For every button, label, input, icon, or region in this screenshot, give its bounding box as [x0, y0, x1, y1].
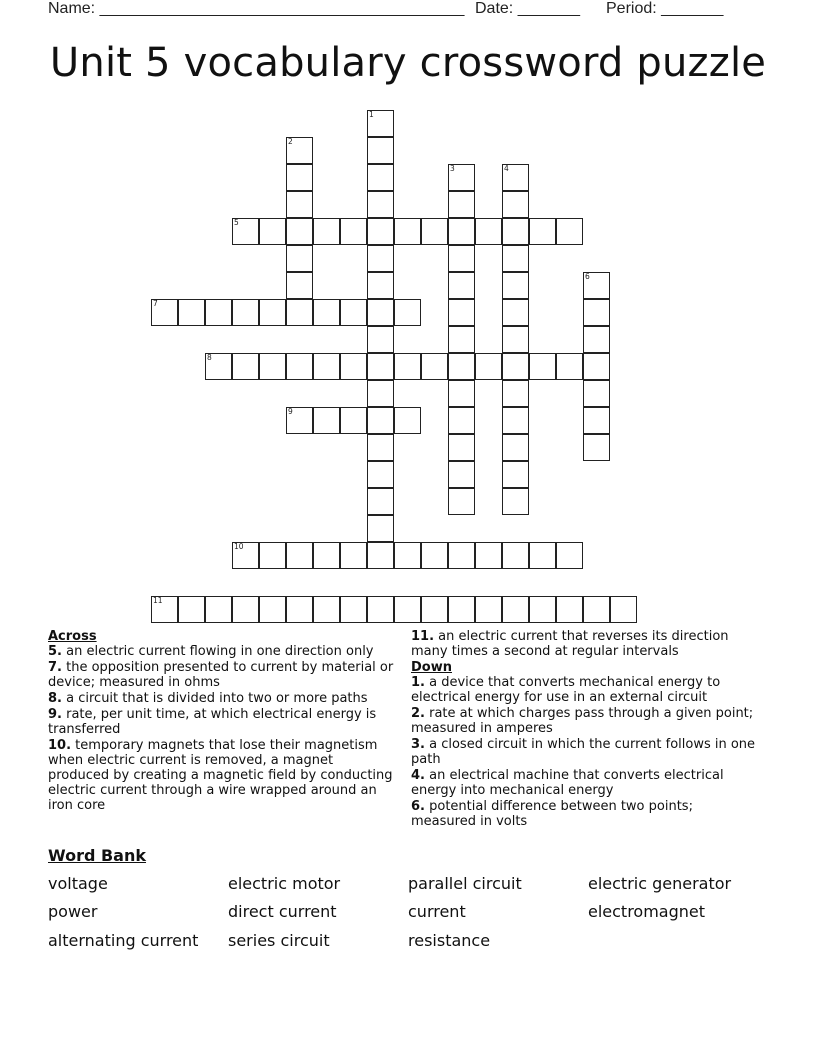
crossword-cell[interactable]: [502, 461, 529, 488]
word-bank-item: current: [408, 902, 466, 921]
crossword-cell[interactable]: [502, 218, 529, 245]
crossword-cell[interactable]: [367, 272, 394, 299]
crossword-cell[interactable]: [475, 596, 502, 623]
word-bank-item: series circuit: [228, 931, 330, 950]
crossword-cell[interactable]: [448, 218, 475, 245]
crossword-cell[interactable]: [448, 245, 475, 272]
crossword-cell[interactable]: [502, 353, 529, 380]
clue-number: 10: [234, 542, 244, 551]
crossword-cell[interactable]: [502, 434, 529, 461]
crossword-cell[interactable]: [340, 353, 367, 380]
crossword-cell[interactable]: [367, 218, 394, 245]
crossword-cell[interactable]: [394, 218, 421, 245]
clue-across-7: 7. the opposition presented to current by material or device; measured in ohms: [48, 660, 394, 690]
crossword-cell[interactable]: [448, 353, 475, 380]
date-field[interactable]: Date: _______: [475, 0, 580, 17]
crossword-cell[interactable]: [448, 596, 475, 623]
clue-number: 2: [288, 137, 293, 146]
crossword-cell[interactable]: [367, 380, 394, 407]
clue-across-8: 8. a circuit that is divided into two or more paths: [48, 691, 368, 706]
crossword-cell[interactable]: [367, 164, 394, 191]
crossword-cell[interactable]: [502, 164, 529, 191]
crossword-cell[interactable]: [448, 461, 475, 488]
clue-number: 3: [450, 164, 455, 173]
crossword-cell[interactable]: [610, 596, 637, 623]
crossword-cell[interactable]: [475, 542, 502, 569]
crossword-cell[interactable]: [556, 218, 583, 245]
crossword-cell[interactable]: [286, 596, 313, 623]
crossword-cell[interactable]: [502, 596, 529, 623]
crossword-cell[interactable]: [502, 245, 529, 272]
clue-number: 6: [585, 272, 590, 281]
crossword-cell[interactable]: [178, 299, 205, 326]
crossword-cell[interactable]: [286, 218, 313, 245]
crossword-cell[interactable]: [340, 596, 367, 623]
crossword-cell[interactable]: [259, 542, 286, 569]
crossword-cell[interactable]: [205, 353, 232, 380]
crossword-cell[interactable]: [448, 407, 475, 434]
crossword-cell[interactable]: [394, 542, 421, 569]
crossword-cell[interactable]: [178, 596, 205, 623]
crossword-cell[interactable]: [313, 353, 340, 380]
crossword-cell[interactable]: [367, 407, 394, 434]
clue-down-3: 3. a closed circuit in which the current follows in one path: [411, 737, 756, 767]
crossword-cell[interactable]: [151, 596, 178, 623]
crossword-cell[interactable]: [394, 407, 421, 434]
crossword-cell[interactable]: [394, 353, 421, 380]
crossword-cell[interactable]: [556, 542, 583, 569]
crossword-cell[interactable]: [286, 542, 313, 569]
clue-number: 5: [234, 218, 239, 227]
crossword-cell[interactable]: [583, 272, 610, 299]
crossword-cell[interactable]: [583, 380, 610, 407]
crossword-cell[interactable]: [367, 137, 394, 164]
clue-down-2: 2. rate at which charges pass through a given point; measured in amperes: [411, 706, 754, 736]
crossword-cell[interactable]: [448, 380, 475, 407]
crossword-cell[interactable]: [448, 272, 475, 299]
crossword-cell[interactable]: [367, 596, 394, 623]
crossword-cell[interactable]: [340, 218, 367, 245]
crossword-cell[interactable]: [340, 542, 367, 569]
across-heading: Across: [48, 629, 97, 644]
clue-number: 11: [153, 596, 163, 605]
crossword-cell[interactable]: [394, 596, 421, 623]
crossword-cell[interactable]: [313, 407, 340, 434]
crossword-cell[interactable]: [232, 218, 259, 245]
crossword-cell[interactable]: [502, 407, 529, 434]
crossword-cell[interactable]: [583, 596, 610, 623]
clue-number: 8: [207, 353, 212, 362]
crossword-cell[interactable]: [367, 542, 394, 569]
crossword-cell[interactable]: [502, 488, 529, 515]
crossword-cell[interactable]: [286, 299, 313, 326]
crossword-cell[interactable]: [475, 218, 502, 245]
crossword-cell[interactable]: [502, 380, 529, 407]
clue-down-1: 1. a device that converts mechanical energy to electrical energy for use in an external circuit: [411, 675, 721, 705]
crossword-cell[interactable]: [151, 299, 178, 326]
crossword-cell[interactable]: [340, 407, 367, 434]
crossword-cell[interactable]: [583, 326, 610, 353]
crossword-cell[interactable]: [259, 596, 286, 623]
crossword-cell[interactable]: [340, 299, 367, 326]
word-bank-item: electromagnet: [588, 902, 706, 921]
clue-number: 7: [153, 299, 158, 308]
crossword-cell[interactable]: [259, 218, 286, 245]
crossword-cell[interactable]: [205, 596, 232, 623]
crossword-cell[interactable]: [448, 299, 475, 326]
crossword-cell[interactable]: [502, 191, 529, 218]
crossword-cell[interactable]: [286, 164, 313, 191]
crossword-cell[interactable]: [475, 353, 502, 380]
crossword-cell[interactable]: [583, 407, 610, 434]
clue-number: 9: [288, 407, 293, 416]
crossword-cell[interactable]: [421, 353, 448, 380]
crossword-cell[interactable]: [232, 596, 259, 623]
crossword-cell[interactable]: [367, 461, 394, 488]
crossword-cell[interactable]: [502, 542, 529, 569]
across-clues: [48, 629, 398, 814]
word-bank-item: power: [48, 902, 98, 921]
crossword-cell[interactable]: [286, 407, 313, 434]
crossword-cell[interactable]: [259, 299, 286, 326]
crossword-cell[interactable]: [367, 245, 394, 272]
crossword-cell[interactable]: [367, 110, 394, 137]
crossword-cell[interactable]: [583, 434, 610, 461]
clue-across-9: 9. rate, per unit time, at which electrical energy is transferred: [48, 707, 377, 737]
crossword-cell[interactable]: [448, 488, 475, 515]
crossword-cell[interactable]: [367, 515, 394, 542]
crossword-cell[interactable]: [529, 218, 556, 245]
crossword-cell[interactable]: [313, 299, 340, 326]
crossword-cell[interactable]: [502, 272, 529, 299]
word-bank-item: alternating current: [48, 931, 199, 950]
crossword-cell[interactable]: [367, 434, 394, 461]
clue-number: 4: [504, 164, 509, 173]
word-bank-title: Word Bank: [48, 846, 147, 865]
crossword-cell[interactable]: [448, 164, 475, 191]
crossword-cell[interactable]: [583, 299, 610, 326]
crossword-cell[interactable]: [313, 596, 340, 623]
crossword-cell[interactable]: [448, 542, 475, 569]
crossword-cell[interactable]: [421, 542, 448, 569]
crossword-cell[interactable]: [502, 299, 529, 326]
crossword-cell[interactable]: [529, 542, 556, 569]
crossword-cell[interactable]: [394, 299, 421, 326]
clue-down-6: 6. potential difference between two points; measured in volts: [411, 799, 693, 829]
crossword-cell[interactable]: [448, 434, 475, 461]
crossword-cell[interactable]: [529, 353, 556, 380]
crossword-cell[interactable]: [367, 488, 394, 515]
crossword-cell[interactable]: [367, 191, 394, 218]
crossword-cell[interactable]: [259, 353, 286, 380]
crossword-cell[interactable]: [556, 353, 583, 380]
word-bank-item: direct current: [228, 902, 337, 921]
down-heading: Down: [411, 660, 452, 675]
crossword-cell[interactable]: [286, 272, 313, 299]
crossword-cell[interactable]: [286, 137, 313, 164]
word-bank-item: electric motor: [228, 874, 341, 893]
crossword-cell[interactable]: [313, 542, 340, 569]
word-bank-item: resistance: [408, 931, 491, 950]
crossword-cell[interactable]: [583, 353, 610, 380]
right-clue-column: [411, 629, 756, 830]
crossword-cell[interactable]: [286, 353, 313, 380]
crossword-cell[interactable]: [421, 218, 448, 245]
crossword-cell[interactable]: [448, 326, 475, 353]
word-bank-item: parallel circuit: [408, 874, 522, 893]
clue-number: 1: [369, 110, 374, 119]
crossword-cell[interactable]: [367, 326, 394, 353]
word-bank-item: voltage: [48, 874, 108, 893]
crossword-cell[interactable]: [529, 596, 556, 623]
crossword-cell[interactable]: [502, 326, 529, 353]
crossword-cell[interactable]: [448, 191, 475, 218]
crossword-cell[interactable]: [232, 299, 259, 326]
clue-across-5: 5. an electric current flowing in one direction only: [48, 644, 374, 659]
period-field[interactable]: Period: _______: [606, 0, 724, 17]
crossword-cell[interactable]: [232, 542, 259, 569]
crossword-cell[interactable]: [313, 218, 340, 245]
crossword-cell[interactable]: [232, 353, 259, 380]
crossword-cell[interactable]: [205, 299, 232, 326]
clue-across-10: 10. temporary magnets that lose their magnetism when electric current is removed, a magnet produced by creating a magnetic field by conducting electric current through a wire wrapped around an iron core: [48, 738, 393, 813]
crossword-cell[interactable]: [421, 596, 448, 623]
crossword-cell[interactable]: [286, 191, 313, 218]
crossword-cell[interactable]: [556, 596, 583, 623]
name-field[interactable]: Name: _________________________________________: [48, 0, 465, 17]
page-title: Unit 5 vocabulary crossword puzzle: [49, 40, 767, 86]
clue-down-4: 4. an electrical machine that converts electrical energy into mechanical energy: [411, 768, 724, 798]
crossword-cell[interactable]: [367, 299, 394, 326]
clue-across-11: 11. an electric current that reverses its direction many times a second at regular intervals: [411, 629, 729, 659]
word-bank-item: electric generator: [588, 874, 732, 893]
crossword-cell[interactable]: [286, 245, 313, 272]
crossword-cell[interactable]: [367, 353, 394, 380]
